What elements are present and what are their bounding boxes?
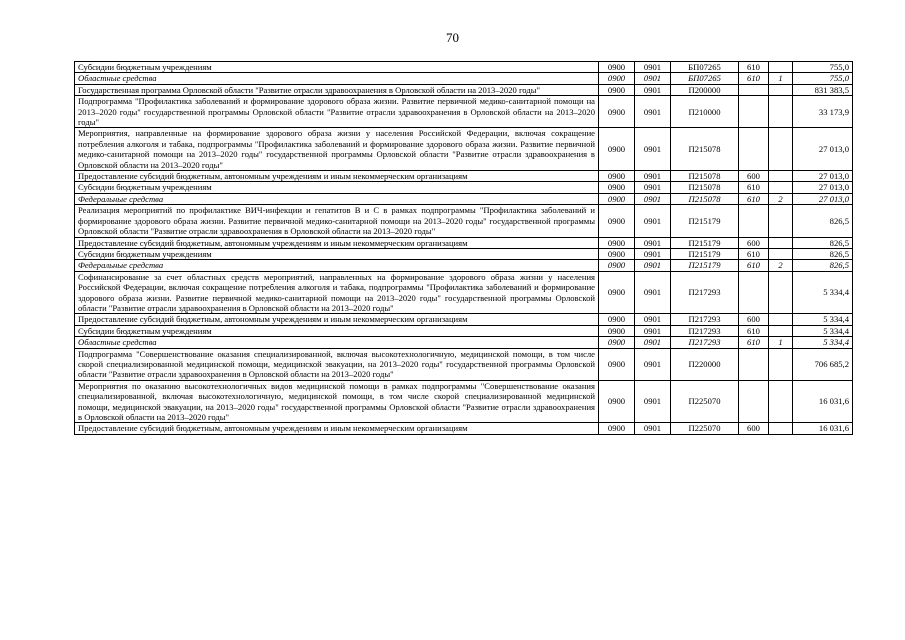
table-row [75, 248, 853, 259]
cell-section: 0900 [599, 182, 635, 193]
cell-amount: 826,5 [793, 237, 853, 248]
cell-target-article: П215179 [671, 205, 739, 237]
cell-subsection: 0901 [635, 314, 671, 325]
cell-amount: 16 031,6 [793, 380, 853, 423]
table-row [75, 380, 853, 423]
cell-target-article: П215078 [671, 182, 739, 193]
cell-expense-type: 610 [739, 248, 769, 259]
cell-funding-source [769, 248, 793, 259]
cell-funding-source [769, 171, 793, 182]
cell-subsection: 0901 [635, 348, 671, 380]
cell-amount: 5 334,4 [793, 337, 853, 348]
cell-section: 0900 [599, 237, 635, 248]
cell-subsection: 0901 [635, 128, 671, 171]
cell-amount: 27 013,0 [793, 182, 853, 193]
cell-subsection: 0901 [635, 182, 671, 193]
cell-target-article: П215179 [671, 237, 739, 248]
cell-target-article: П200000 [671, 84, 739, 95]
cell-expense-type: 600 [739, 314, 769, 325]
cell-subsection: 0901 [635, 248, 671, 259]
cell-expense-type [739, 84, 769, 95]
cell-funding-source [769, 325, 793, 336]
cell-funding-source [769, 96, 793, 128]
cell-expense-type: 600 [739, 237, 769, 248]
cell-description: Предоставление субсидий бюджетным, автономным учреждениям и иным некоммерческим организациям [75, 423, 599, 434]
cell-description: Федеральные средства [75, 260, 599, 271]
cell-subsection: 0901 [635, 337, 671, 348]
cell-description: Областные средства [75, 73, 599, 84]
cell-section: 0900 [599, 248, 635, 259]
cell-funding-source [769, 348, 793, 380]
cell-expense-type: 610 [739, 325, 769, 336]
cell-subsection: 0901 [635, 380, 671, 423]
cell-target-article: БП07265 [671, 62, 739, 73]
page-number: 70 [446, 30, 459, 45]
cell-subsection: 0901 [635, 73, 671, 84]
cell-amount: 826,5 [793, 248, 853, 259]
cell-description: Подпрограмма "Совершенствование оказания специализированной, включая высокотехнологичную, медицинской помощи, в том числе скорой специализированной медицинской помощи, медицинской эвакуации, на 2013–2020 годы" государственной программы Орловской области "Развитие отрасли здравоохранения в Орловской области на 2013–2020 годы" [75, 348, 599, 380]
cell-section: 0900 [599, 260, 635, 271]
cell-section: 0900 [599, 193, 635, 204]
cell-expense-type: 610 [739, 337, 769, 348]
cell-subsection: 0901 [635, 260, 671, 271]
cell-funding-source [769, 205, 793, 237]
table-row [75, 182, 853, 193]
cell-funding-source: 1 [769, 337, 793, 348]
cell-section: 0900 [599, 73, 635, 84]
cell-funding-source [769, 314, 793, 325]
cell-subsection: 0901 [635, 84, 671, 95]
cell-section: 0900 [599, 84, 635, 95]
cell-target-article: П225070 [671, 423, 739, 434]
cell-target-article: П215179 [671, 248, 739, 259]
table-row [75, 84, 853, 95]
cell-amount: 16 031,6 [793, 423, 853, 434]
cell-funding-source [769, 62, 793, 73]
cell-description: Предоставление субсидий бюджетным, автономным учреждениям и иным некоммерческим организациям [75, 314, 599, 325]
table-row [75, 260, 853, 271]
cell-subsection: 0901 [635, 171, 671, 182]
cell-expense-type [739, 271, 769, 314]
cell-target-article: П220000 [671, 348, 739, 380]
cell-description: Мероприятия, направленные на формирование здорового образа жизни у населения Российской Федерации, включая сокращение потребления алкоголя и табака, подпрограммы "Профилактика заболеваний и формирование здорового образа жизни. Развитие первичной медико-санитарной помощи на 2013–2020 годы" государственной программы Орловской области "Развитие отрасли здравоохранения в Орловской области на 2013–2020 годы" [75, 128, 599, 171]
cell-description: Федеральные средства [75, 193, 599, 204]
cell-expense-type [739, 380, 769, 423]
cell-amount: 706 685,2 [793, 348, 853, 380]
cell-subsection: 0901 [635, 62, 671, 73]
cell-section: 0900 [599, 128, 635, 171]
cell-amount: 755,0 [793, 62, 853, 73]
cell-target-article: П215078 [671, 128, 739, 171]
cell-funding-source [769, 237, 793, 248]
cell-target-article: БП07265 [671, 73, 739, 84]
table-row [75, 314, 853, 325]
budget-table [74, 61, 853, 435]
cell-amount: 5 334,4 [793, 271, 853, 314]
cell-target-article: П225070 [671, 380, 739, 423]
cell-funding-source [769, 423, 793, 434]
cell-funding-source [769, 271, 793, 314]
cell-description: Предоставление субсидий бюджетным, автономным учреждениям и иным некоммерческим организациям [75, 237, 599, 248]
cell-expense-type [739, 205, 769, 237]
cell-expense-type: 610 [739, 193, 769, 204]
cell-funding-source: 2 [769, 260, 793, 271]
table-row [75, 73, 853, 84]
table-row [75, 205, 853, 237]
cell-funding-source [769, 84, 793, 95]
cell-section: 0900 [599, 171, 635, 182]
cell-description: Областные средства [75, 337, 599, 348]
cell-expense-type: 610 [739, 73, 769, 84]
cell-amount: 755,0 [793, 73, 853, 84]
cell-section: 0900 [599, 62, 635, 73]
table-row [75, 337, 853, 348]
cell-expense-type [739, 348, 769, 380]
cell-amount: 27 013,0 [793, 193, 853, 204]
cell-subsection: 0901 [635, 96, 671, 128]
cell-description: Мероприятия по оказанию высокотехнологичных видов медицинской помощи в рамках подпрограммы "Совершенствование оказания специализированной, включая высокотехнологичную, медицинской помощи, в том числе скорой специализированной медицинской помощи, медицинской эвакуации, на 2013–2020 годы" государственной программы Орловской области "Развитие отрасли здравоохранения в Орловской области на 2013–2020 годы" [75, 380, 599, 423]
cell-subsection: 0901 [635, 237, 671, 248]
cell-description: Софинансирование за счет областных средств мероприятий, направленных на формирование здорового образа жизни у населения Российской Федерации, включая сокращение потребления алкоголя и табака, подпрограммы "Профилактика заболеваний и формирование здорового образа жизни. Развитие первичной медико-санитарной помощи на 2013–2020 годы" государственной программы Орловской области "Развитие отрасли здравоохранения в Орловской области на 2013–2020 годы" [75, 271, 599, 314]
cell-description: Субсидии бюджетным учреждениям [75, 62, 599, 73]
cell-amount: 27 013,0 [793, 171, 853, 182]
cell-expense-type: 610 [739, 182, 769, 193]
table-row [75, 128, 853, 171]
cell-subsection: 0901 [635, 193, 671, 204]
table-row [75, 423, 853, 434]
cell-expense-type: 600 [739, 171, 769, 182]
cell-expense-type: 610 [739, 62, 769, 73]
cell-amount: 27 013,0 [793, 128, 853, 171]
cell-section: 0900 [599, 423, 635, 434]
cell-description: Реализация мероприятий по профилактике ВИЧ-инфекции и гепатитов В и С в рамках подпрограммы "Профилактика заболеваний и формирование здорового образа жизни. Развитие первичной медико-санитарной помощи на 2013–2020 годы" государственной программы Орловской области "Развитие отрасли здравоохранения в Орловской области на 2013–2020 годы" [75, 205, 599, 237]
table-row [75, 96, 853, 128]
cell-funding-source [769, 182, 793, 193]
cell-description: Субсидии бюджетным учреждениям [75, 325, 599, 336]
cell-target-article: П217293 [671, 337, 739, 348]
table-row [75, 193, 853, 204]
cell-funding-source: 2 [769, 193, 793, 204]
table-row [75, 325, 853, 336]
cell-target-article: П215179 [671, 260, 739, 271]
cell-target-article: П217293 [671, 271, 739, 314]
cell-expense-type [739, 96, 769, 128]
cell-section: 0900 [599, 205, 635, 237]
cell-amount: 826,5 [793, 205, 853, 237]
cell-expense-type: 610 [739, 260, 769, 271]
cell-funding-source [769, 128, 793, 171]
cell-section: 0900 [599, 337, 635, 348]
cell-section: 0900 [599, 314, 635, 325]
cell-target-article: П215078 [671, 171, 739, 182]
table-row [75, 62, 853, 73]
cell-section: 0900 [599, 325, 635, 336]
table-body [75, 62, 853, 435]
cell-subsection: 0901 [635, 423, 671, 434]
table-row [75, 171, 853, 182]
cell-target-article: П217293 [671, 314, 739, 325]
cell-section: 0900 [599, 96, 635, 128]
cell-expense-type: 600 [739, 423, 769, 434]
cell-description: Субсидии бюджетным учреждениям [75, 248, 599, 259]
cell-target-article: П215078 [671, 193, 739, 204]
cell-amount: 33 173,9 [793, 96, 853, 128]
cell-amount: 5 334,4 [793, 314, 853, 325]
cell-target-article: П217293 [671, 325, 739, 336]
table-row [75, 271, 853, 314]
cell-funding-source [769, 380, 793, 423]
table-row [75, 237, 853, 248]
cell-description: Подпрограмма "Профилактика заболеваний и формирование здорового образа жизни. Развитие первичной медико-санитарной помощи на 2013–2020 годы" государственной программы Орловской области "Развитие отрасли здравоохранения в Орловской области на 2013–2020 годы" [75, 96, 599, 128]
cell-description: Предоставление субсидий бюджетным, автономным учреждениям и иным некоммерческим организациям [75, 171, 599, 182]
cell-section: 0900 [599, 271, 635, 314]
cell-subsection: 0901 [635, 205, 671, 237]
cell-description: Государственная программа Орловской области "Развитие отрасли здравоохранения в Орловской области на 2013–2020 годы" [75, 84, 599, 95]
cell-subsection: 0901 [635, 271, 671, 314]
table-row [75, 348, 853, 380]
cell-description: Субсидии бюджетным учреждениям [75, 182, 599, 193]
cell-expense-type [739, 128, 769, 171]
cell-amount: 826,5 [793, 260, 853, 271]
cell-subsection: 0901 [635, 325, 671, 336]
cell-section: 0900 [599, 380, 635, 423]
cell-funding-source: 1 [769, 73, 793, 84]
cell-amount: 831 383,5 [793, 84, 853, 95]
cell-section: 0900 [599, 348, 635, 380]
cell-target-article: П210000 [671, 96, 739, 128]
cell-amount: 5 334,4 [793, 325, 853, 336]
